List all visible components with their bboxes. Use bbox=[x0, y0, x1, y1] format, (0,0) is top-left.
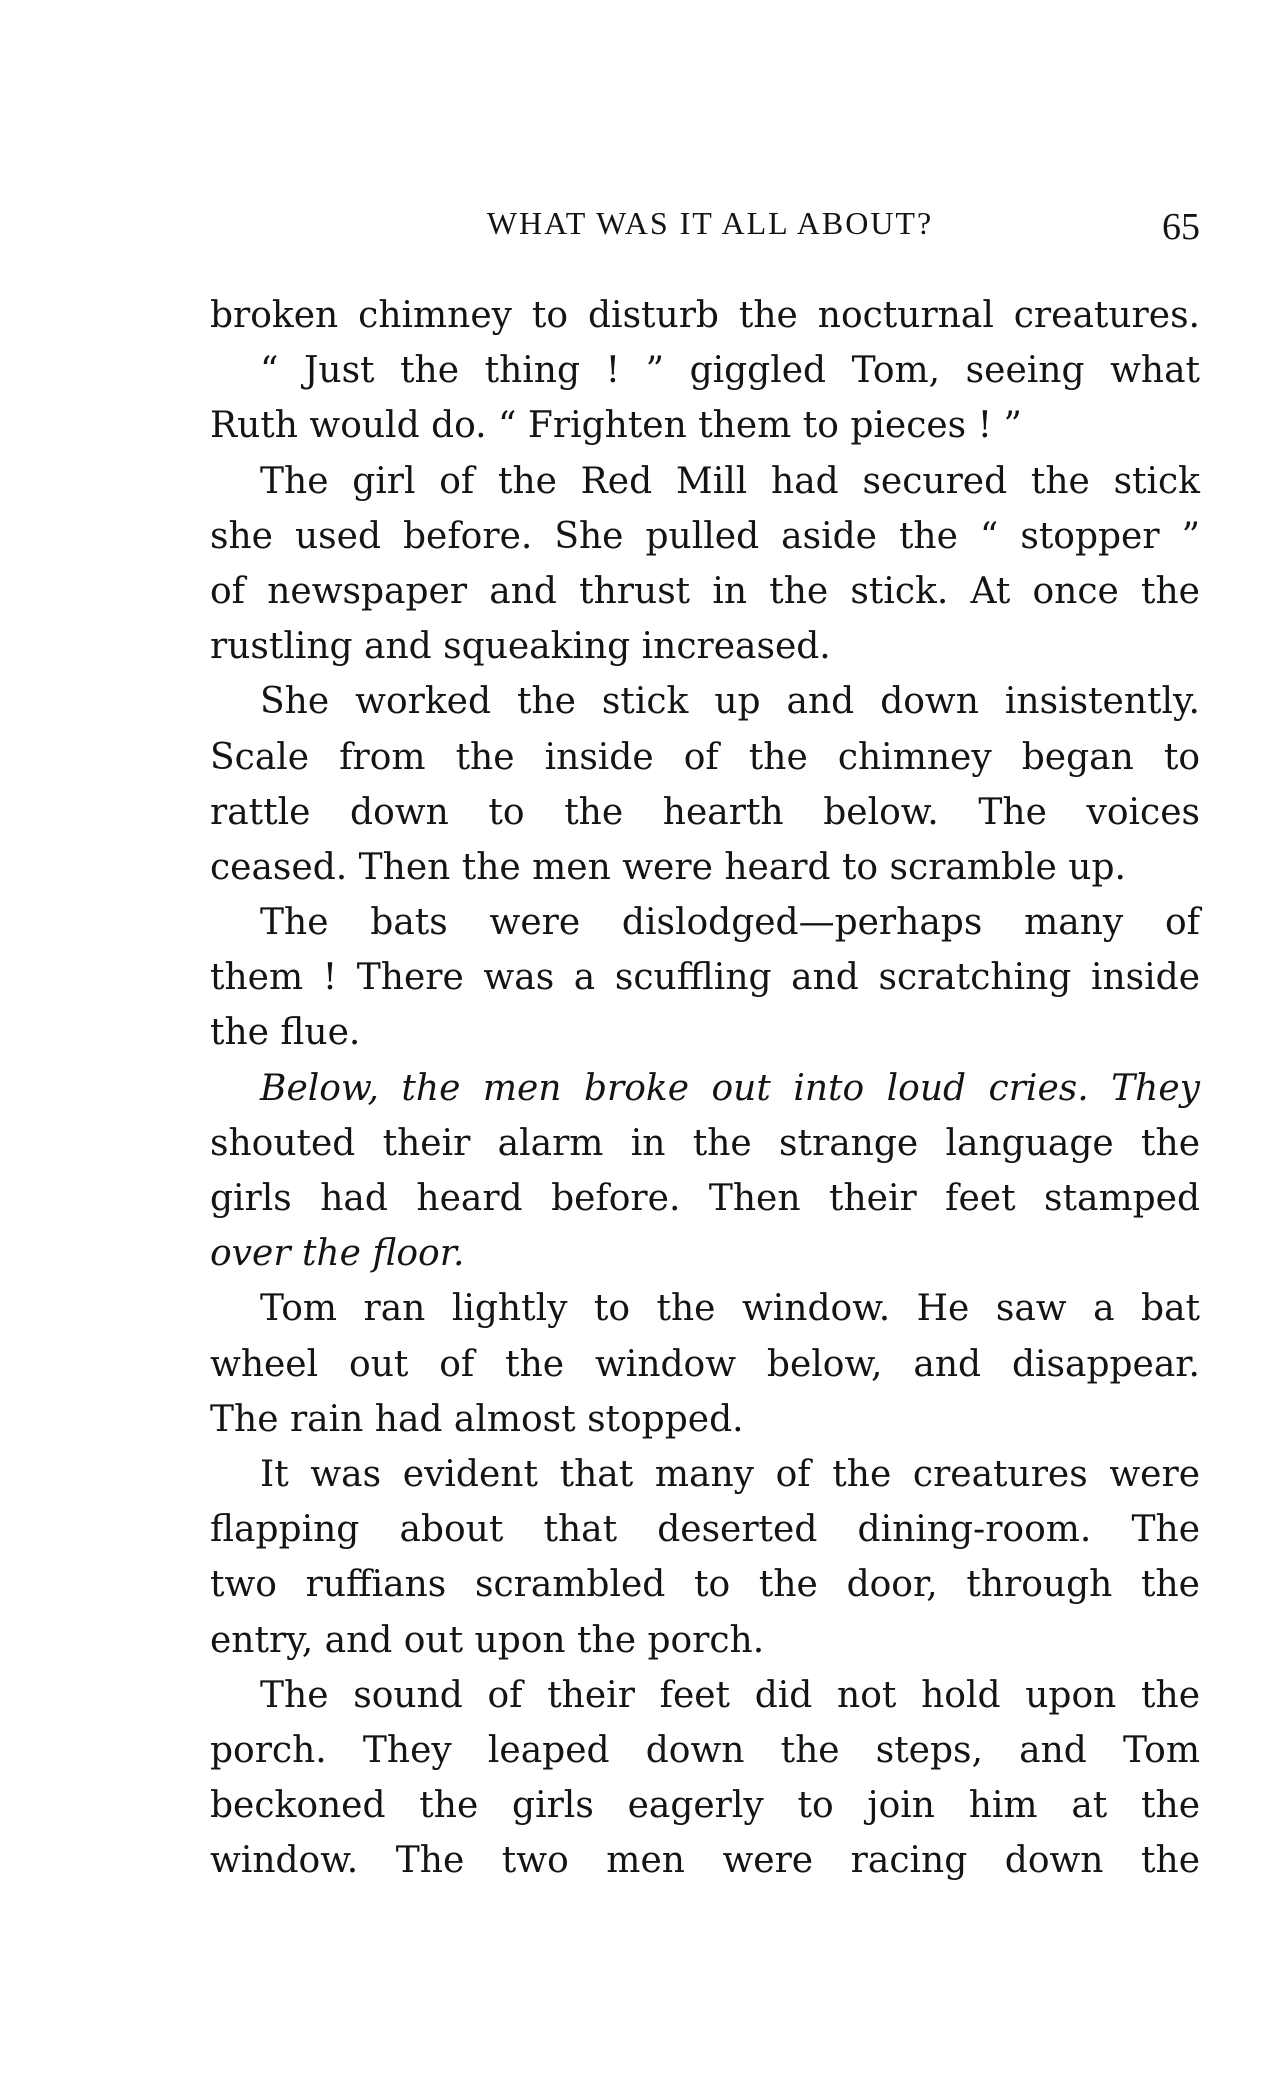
text-line: rattle down to the hearth below. The voices bbox=[210, 791, 1200, 833]
text-line: girls had heard before. Then their feet stamped bbox=[210, 1178, 1200, 1219]
text-line: two ruffians scrambled to the door, through the bbox=[210, 1564, 1200, 1606]
paragraph-start-line: The girl of the Red Mill had secured the stick bbox=[260, 460, 1200, 502]
paragraph-start-line: She worked the stick up and down insistently. bbox=[260, 681, 1200, 723]
paragraph-end-line: entry, and out upon the porch. bbox=[210, 1619, 765, 1661]
text-line: shouted their alarm in the strange language the bbox=[210, 1122, 1200, 1164]
paragraph-start-line: It was evident that many of the creatures were bbox=[260, 1453, 1200, 1495]
paragraph-end-line: Ruth would do. “ Frighten them to pieces ! ” bbox=[210, 405, 1022, 447]
text-line: she used before. She pulled aside the “ stopper ” bbox=[210, 515, 1200, 557]
paragraph-start-line: Below, the men broke out into loud cries. They bbox=[260, 1067, 1200, 1109]
paragraph-start-line: Tom ran lightly to the window. He saw a bat bbox=[260, 1288, 1200, 1330]
paragraph-end-line: The rain had almost stopped. bbox=[210, 1398, 744, 1440]
page-number: 65 bbox=[1162, 206, 1200, 248]
paragraph-end-line: ceased. Then the men were heard to scramble up. bbox=[210, 846, 1126, 888]
text-line: flapping about that deserted dining-room. The bbox=[210, 1509, 1200, 1551]
text-line: Scale from the inside of the chimney began to bbox=[210, 736, 1200, 778]
paragraph-start-line: “ Just the thing ! ” giggled Tom, seeing what bbox=[260, 350, 1200, 392]
paragraph-end-line: the flue. bbox=[210, 1012, 361, 1054]
text-line: of newspaper and thrust in the stick. At once the bbox=[210, 570, 1200, 612]
paragraph-end-line: over the floor. bbox=[210, 1233, 465, 1275]
text-line: window. The two men were racing down the bbox=[210, 1840, 1200, 1882]
text-line: porch. They leaped down the steps, and Tom bbox=[210, 1729, 1200, 1771]
running-title: WHAT WAS IT ALL ABOUT? bbox=[486, 205, 934, 241]
text-line: broken chimney to disturb the nocturnal creatures. bbox=[210, 295, 1200, 336]
text-line: beckoned the girls eagerly to join him at the bbox=[210, 1785, 1200, 1827]
body-text bbox=[210, 288, 1200, 1888]
paragraph-start-line: The bats were dislodged—perhaps many of bbox=[260, 902, 1200, 944]
paragraph-start-line: The sound of their feet did not hold upon the bbox=[260, 1674, 1200, 1716]
paragraph-end-line: rustling and squeaking increased. bbox=[210, 626, 831, 668]
text-line: them ! There was a scuffling and scratching inside bbox=[210, 957, 1200, 999]
running-header bbox=[210, 198, 1200, 248]
text-line: wheel out of the window below, and disappear. bbox=[210, 1343, 1200, 1385]
